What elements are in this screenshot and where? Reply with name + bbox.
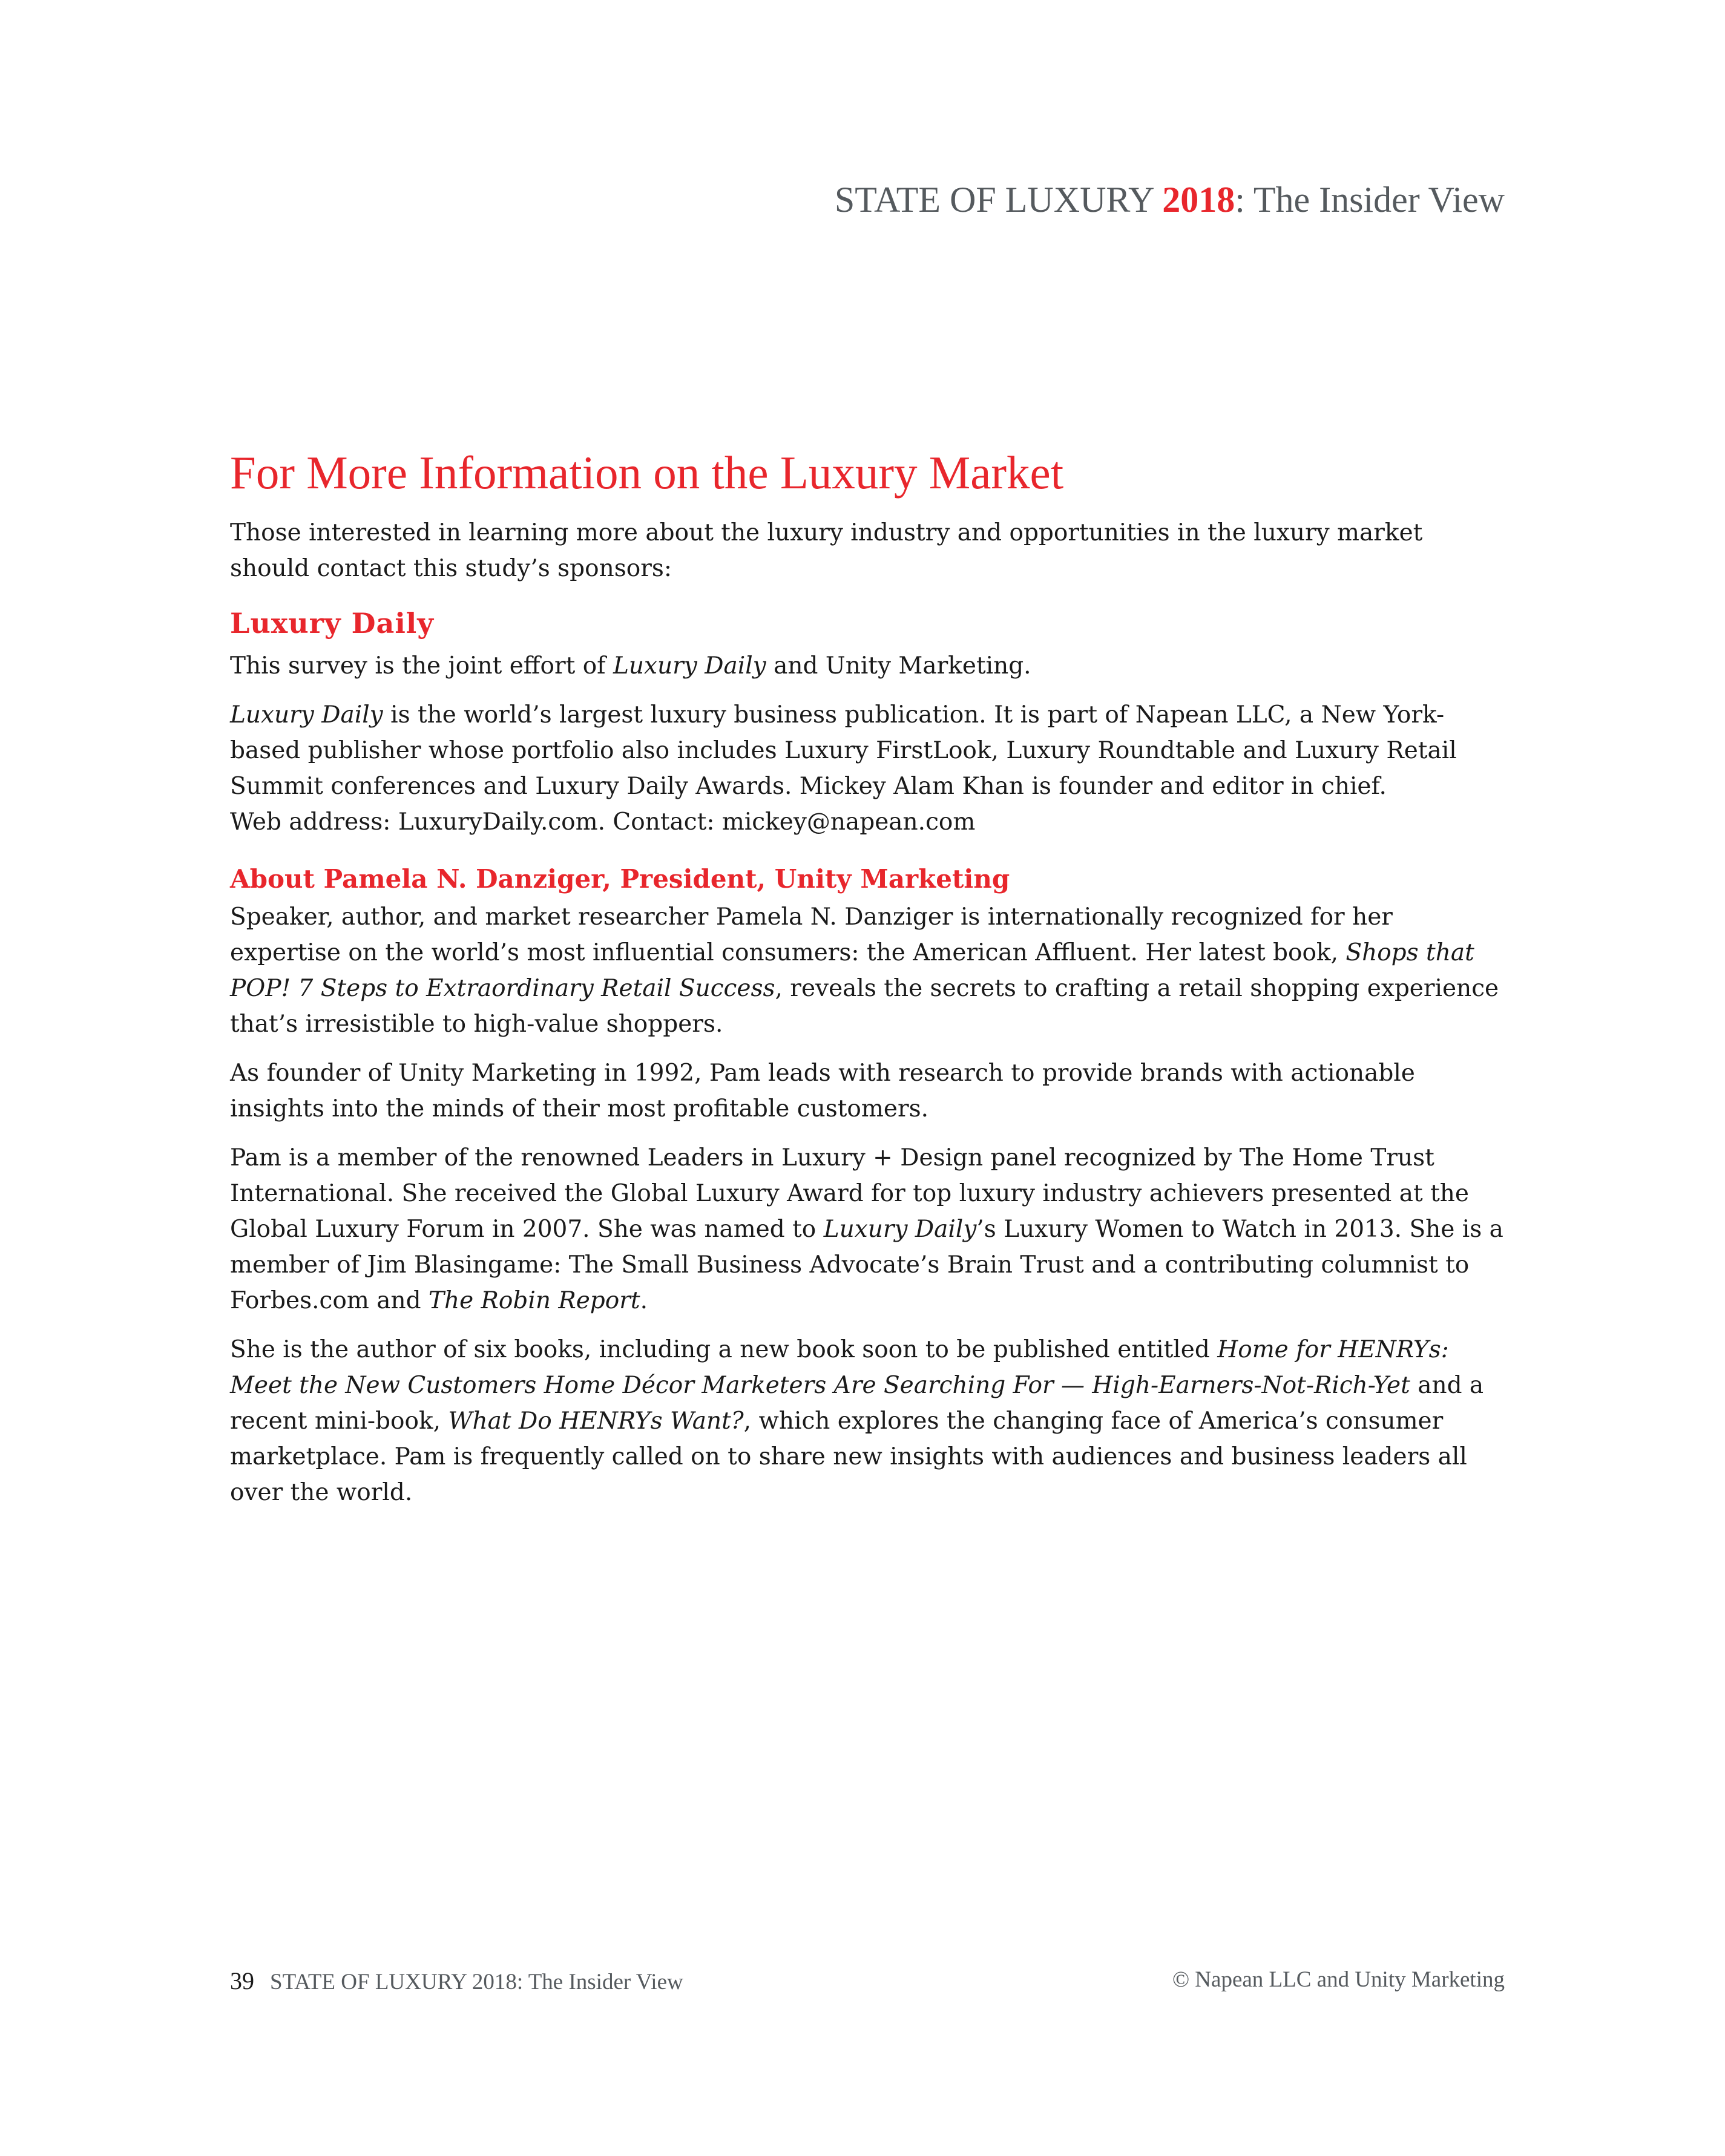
header-prefix: STATE OF LUXURY: [834, 180, 1163, 220]
luxury-daily-heading: Luxury Daily: [230, 607, 435, 640]
footer-left: [230, 1967, 683, 1995]
pamela-paragraph-2: As founder of Unity Marketing in 1992, Pam leads with research to provide brands with actionable insights into the minds of their most profitable customers.: [230, 1059, 1415, 1122]
luxury-daily-paragraph-1: This survey is the joint effort of Luxury Daily and Unity Marketing.: [230, 652, 1031, 680]
pamela-paragraph-1: Speaker, author, and market researcher Pamela N. Danziger is internationally recognized for her expertise on the world’s most influential consumers: the American Affluent. Her latest book, Shops that POP! 7 Steps to Extraordinary Retail Success, reveals the secrets to crafting a retail shopping experience that’s irresistible to high-value shoppers.: [230, 903, 1499, 1038]
luxury-daily-contact: Web address: LuxuryDaily.com. Contact: mickey@napean.com: [230, 808, 976, 836]
luxury-daily-paragraph-2: Luxury Daily is the world’s largest luxury business publication. It is part of Napean LLC, a New York-based publisher whose portfolio also includes Luxury FirstLook, Luxury Roundtable and Luxury Retail Summit conferences and Luxury Daily Awards. Mickey Alam Khan is founder and editor in chief. Web address: LuxuryDaily.com. Contact: mickey@napean.com: [230, 701, 1457, 836]
footer-copyright: © Napean LLC and Unity Marketing: [1172, 1967, 1505, 1992]
pamela-paragraph-3: Pam is a member of the renowned Leaders in Luxury + Design panel recognized by The Home Trust International. She received the Global Luxury Award for top luxury industry achievers presented at the Global Luxury Forum in 2007. She was named to Luxury Daily’s Luxury Women to Watch in 2013. She is a member of Jim Blasingame: The Small Business Advocate’s Brain Trust and a contributing columnist to Forbes.com and The Robin Report.: [230, 1144, 1503, 1314]
page-number: 39: [230, 1967, 254, 1994]
section-title: For More Information on the Luxury Market: [230, 447, 1064, 499]
pamela-paragraph-4: She is the author of six books, including a new book soon to be published entitled Home for HENRYs: Meet the New Customers Home Décor Marketers Are Searching For — High-Earners-Not-Rich-Yet and a recent mini-book, What Do HENRYs Want?, which explores the changing face of America’s consumer marketplace. Pam is frequently called on to share new insights with audiences and business leaders all over the world.: [230, 1335, 1484, 1506]
pamela-heading: About Pamela N. Danziger, President, Unity Marketing: [230, 863, 1010, 894]
intro-paragraph: Those interested in learning more about the luxury industry and opportunities in the luxury market should contact this study’s sponsors:: [230, 519, 1423, 583]
footer-title: STATE OF LUXURY 2018: The Insider View: [270, 1970, 683, 1994]
header-year: 2018: [1162, 180, 1235, 220]
running-header: [835, 179, 1505, 221]
main-content: [230, 445, 1507, 1524]
header-suffix: : The Insider View: [1235, 180, 1505, 220]
